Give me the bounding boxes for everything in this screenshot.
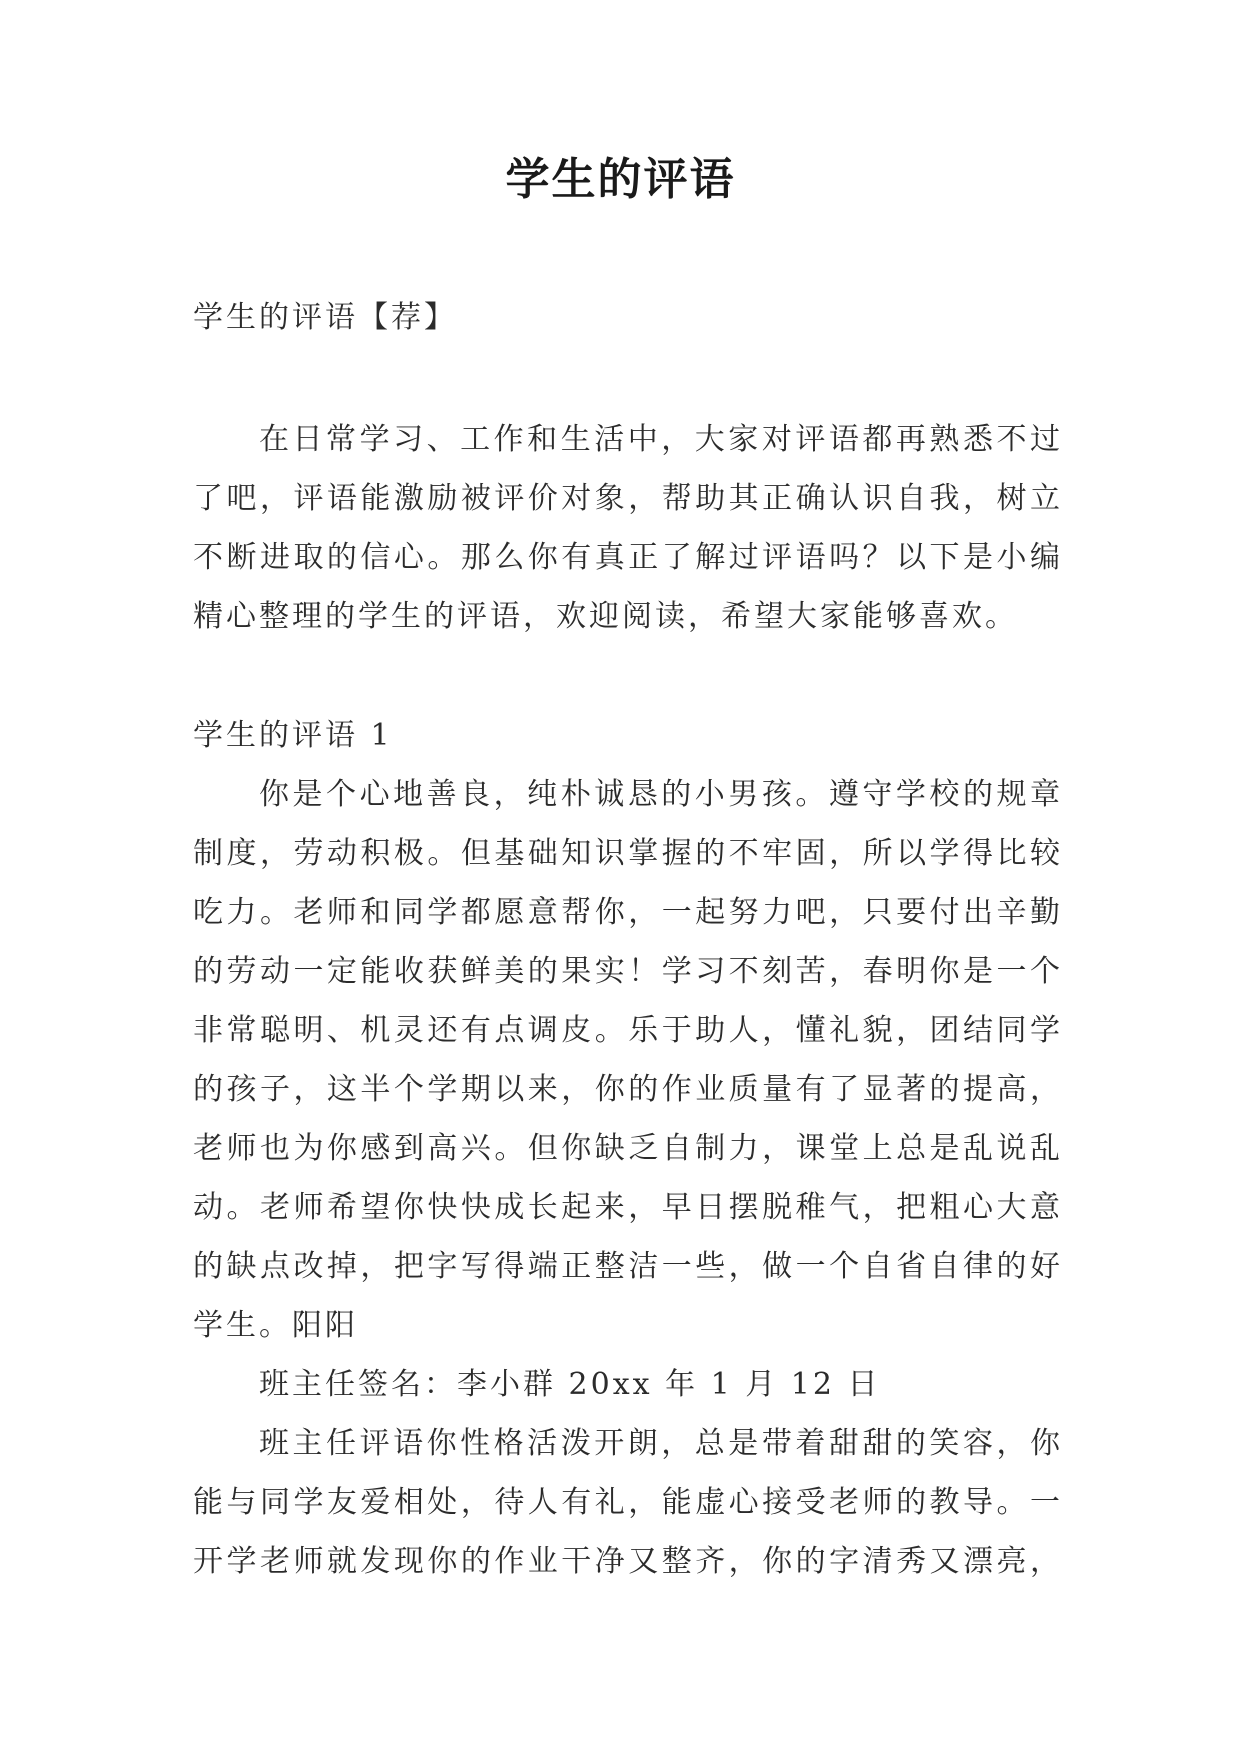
signature-line: 班主任签名：李小群 20xx 年 1 月 12 日 <box>259 1367 881 1402</box>
section-heading: 学生的评语 1 <box>193 718 393 753</box>
document-body <box>193 288 1063 1591</box>
comment-paragraph-2: 班主任评语你性格活泼开朗，总是带着甜甜的笑容，你能与同学友爱相处，待人有礼，能虚心接受老师的教导。一开学老师就发现你的作业干净又整齐，你的字清秀又漂亮， <box>193 1426 1063 1579</box>
document-subtitle: 学生的评语【荐】 <box>193 300 457 335</box>
intro-paragraph: 在日常学习、工作和生活中，大家对评语都再熟悉不过了吧，评语能激励被评价对象，帮助其正确认识自我，树立不断进取的信心。那么你有真正了解过评语吗？以下是小编精心整理的学生的评语，欢迎阅读，希望大家能够喜欢。 <box>193 422 1063 634</box>
comment-paragraph: 你是个心地善良，纯朴诚恳的小男孩。遵守学校的规章制度，劳动积极。但基础知识掌握的不牢固，所以学得比较吃力。老师和同学都愿意帮你，一起努力吧，只要付出辛勤的劳动一定能收获鲜美的果实！学习不刻苦，春明你是一个非常聪明、机灵还有点调皮。乐于助人，懂礼貌，团结同学的孩子，这半个学期以来，你的作业质量有了显著的提高，老师也为你感到高兴。但你缺乏自制力，课堂上总是乱说乱动。老师希望你快快成长起来，早日摆脱稚气，把粗心大意的缺点改掉，把字写得端正整洁一些，做一个自省自律的好学生。阳阳 <box>193 777 1063 1343</box>
document-title: 学生的评语 <box>505 154 736 205</box>
